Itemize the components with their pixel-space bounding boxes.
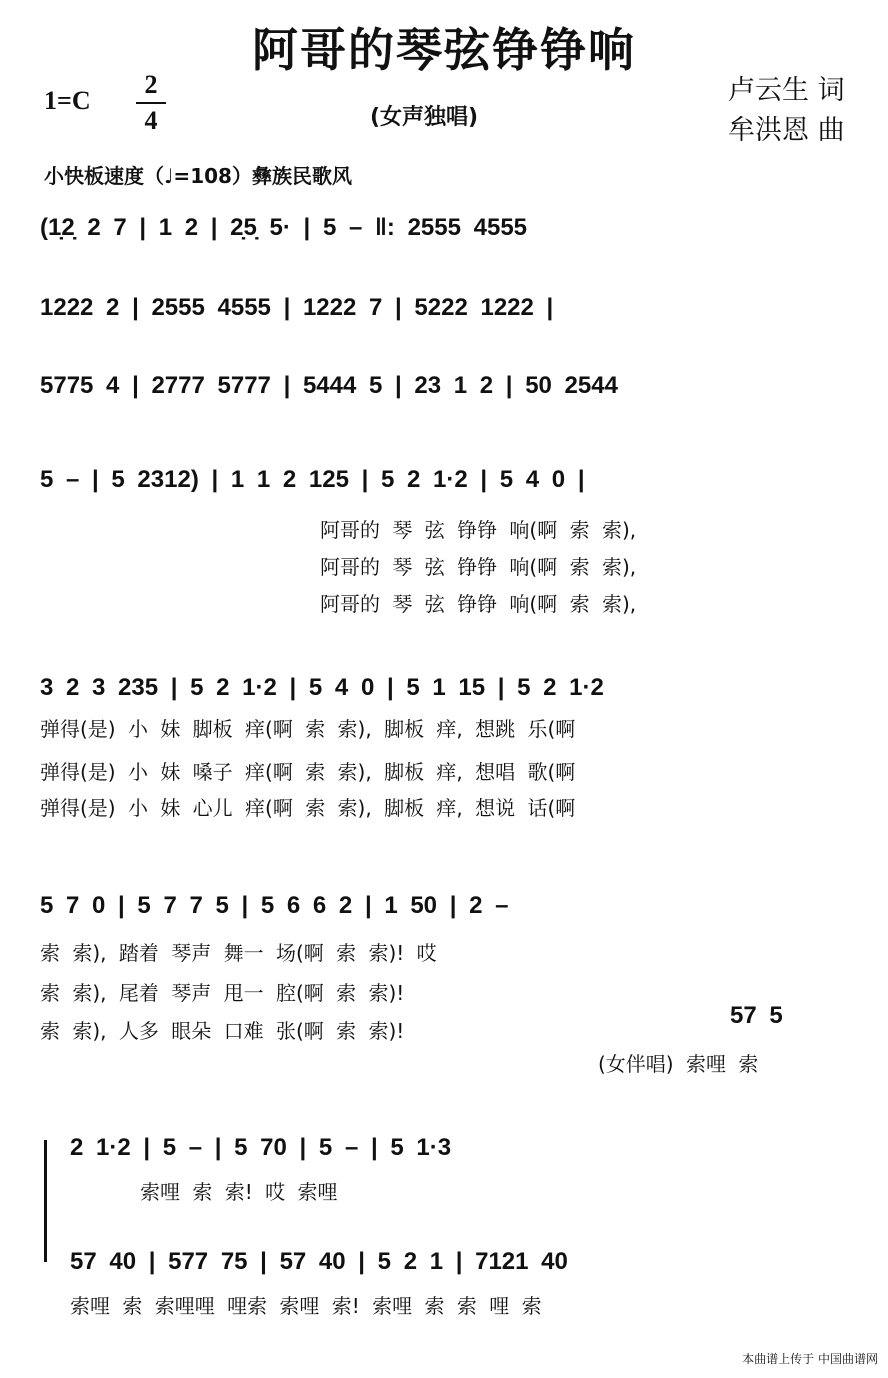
- subtitle: (女声独唱): [370, 105, 479, 130]
- lyric-verse-3: 阿哥的 琴 弦 铮铮 响(啊 索 索),: [320, 592, 637, 616]
- staff-line-7: 2 1·2 | 5 – | 5 70 | 5 – | 5 1·3: [70, 1134, 452, 1161]
- staff-line-2: 1222 2 | 2555 4555 | 1222 7 | 5222 1222 |: [40, 294, 554, 321]
- key-signature: 1=C: [44, 86, 91, 115]
- page-title: 阿哥的琴弦铮铮响: [252, 23, 636, 77]
- lyric-line-solo: 索哩 索 索! 哎 索哩: [140, 1180, 338, 1204]
- accompaniment-label: (女伴唱) 索哩 索: [598, 1052, 759, 1076]
- accomp-notes-top: 57 5: [730, 1002, 783, 1029]
- system-bracket: [44, 1140, 47, 1262]
- lyric-line-chorus: 索哩 索 索哩哩 哩索 索哩 索! 索哩 索 索 哩 索: [70, 1294, 542, 1318]
- lyric-verse-3b: 弹得(是) 小 妹 心儿 痒(啊 索 索), 脚板 痒, 想说 话(啊: [40, 796, 576, 820]
- staff-line-6: 5 7 0 | 5 7 7 5 | 5 6 6 2 | 1 50 | 2 –: [40, 892, 509, 919]
- staff-line-1: (1̣2̣ 2 7 | 1 2 | 2̣5̣ 5· | 5 – ‖: 2555 4555: [40, 214, 528, 241]
- staff-line-5: 3 2 3 235 | 5 2 1·2 | 5 4 0 | 5 1 15 | 5 2 1·2: [40, 674, 604, 701]
- tempo-marking: 小快板速度（♩=108）彝族民歌风: [44, 164, 352, 188]
- lyricist-credit: 卢云生 词: [728, 75, 845, 106]
- staff-line-3: 5775 4 | 2777 5777 | 5444 5 | 23 1 2 | 50 2544: [40, 372, 618, 399]
- time-signature: [136, 70, 166, 136]
- time-signature-top: 2: [144, 70, 158, 99]
- time-signature-bottom: 4: [144, 106, 158, 135]
- lyric-verse-1: 阿哥的 琴 弦 铮铮 响(啊 索 索),: [320, 518, 637, 542]
- lyric-verse-3c: 索 索), 人多 眼朵 口难 张(啊 索 索)!: [40, 1019, 405, 1043]
- staff-line-8: 57 40 | 577 75 | 57 40 | 5 2 1 | 7121 40: [70, 1248, 568, 1275]
- lyric-verse-1b: 弹得(是) 小 妹 脚板 痒(啊 索 索), 脚板 痒, 想跳 乐(啊: [40, 717, 576, 741]
- watermark-footer: 本曲谱上传于 中国曲谱网: [742, 1352, 878, 1366]
- lyric-verse-1c: 索 索), 踏着 琴声 舞一 场(啊 索 索)! 哎: [40, 941, 437, 965]
- lyric-verse-2: 阿哥的 琴 弦 铮铮 响(啊 索 索),: [320, 555, 637, 579]
- staff-line-4: 5 – | 5 2312) | 1 1 2 125 | 5 2 1·2 | 5 4 0 |: [40, 466, 585, 493]
- composer-credit: 牟洪恩 曲: [728, 115, 845, 146]
- lyric-verse-2c: 索 索), 尾着 琴声 甩一 腔(啊 索 索)!: [40, 981, 405, 1005]
- time-signature-divider: [136, 102, 166, 104]
- lyric-verse-2b: 弹得(是) 小 妹 嗓子 痒(啊 索 索), 脚板 痒, 想唱 歌(啊: [40, 760, 576, 784]
